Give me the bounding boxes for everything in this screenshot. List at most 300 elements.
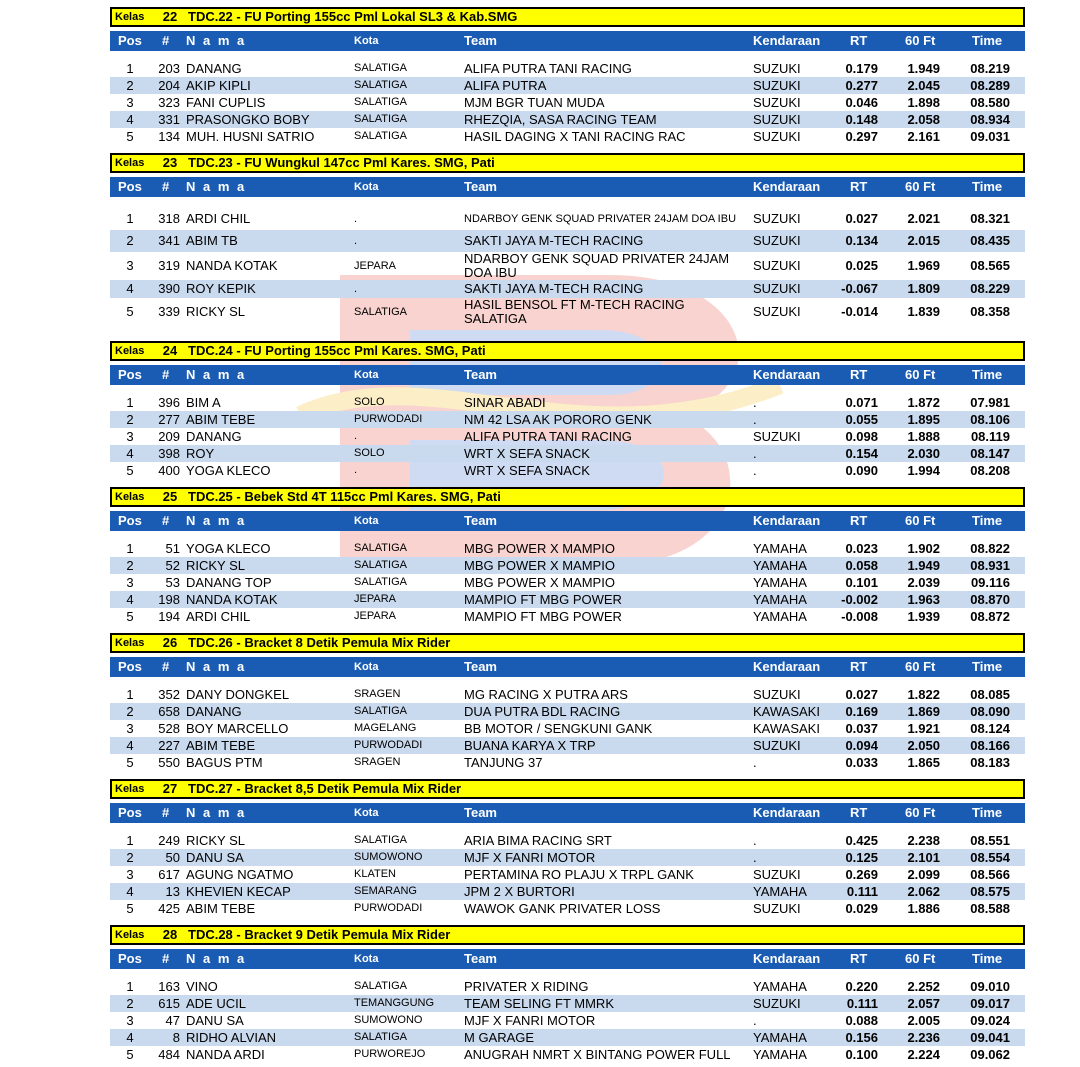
- cell-ft: 2.021: [907, 211, 940, 226]
- cell-rt: 0.071: [845, 395, 878, 410]
- cell-no: 13: [165, 884, 180, 899]
- cell-time: 08.183: [970, 755, 1010, 770]
- cell-time: 08.289: [970, 78, 1010, 93]
- kelas-label: Kelas: [115, 157, 145, 169]
- header-nama: N a m a: [186, 367, 247, 382]
- cell-time: 08.321: [970, 211, 1010, 226]
- cell-rt: 0.027: [845, 211, 878, 226]
- cell-team: BUANA KARYA X TRP: [464, 738, 596, 753]
- table-row: [110, 280, 1025, 298]
- class-number: 25: [162, 489, 178, 504]
- header-nama: N a m a: [186, 951, 247, 966]
- cell-kota: SALATIGA: [354, 834, 407, 846]
- cell-no: 47: [165, 1013, 180, 1028]
- cell-rt: 0.025: [845, 258, 878, 273]
- cell-team: MBG POWER X MAMPIO: [464, 558, 615, 573]
- header-nama: N a m a: [186, 805, 247, 820]
- cell-kota: SRAGEN: [354, 756, 401, 768]
- cell-rt: 0.046: [845, 95, 878, 110]
- header-nama: N a m a: [186, 659, 247, 674]
- cell-time: 08.435: [970, 233, 1010, 248]
- cell-rt: 0.098: [845, 429, 878, 444]
- cell-pos: 3: [126, 258, 134, 273]
- cell-ft: 1.969: [907, 258, 940, 273]
- cell-no: 249: [158, 833, 180, 848]
- cell-team: ALIFA PUTRA TANI RACING: [464, 61, 632, 76]
- header-rt: RT: [850, 951, 868, 966]
- cell-no: 50: [165, 850, 180, 865]
- cell-team: SAKTI JAYA M-TECH RACING: [464, 281, 644, 296]
- table-row: [110, 720, 1025, 737]
- cell-nama: ROY: [186, 446, 215, 461]
- header-pos: Pos: [118, 951, 142, 966]
- cell-ft: 1.902: [907, 541, 940, 556]
- cell-pos: 1: [126, 833, 134, 848]
- cell-nama: YOGA KLECO: [186, 463, 271, 478]
- cell-nama: VINO: [186, 979, 218, 994]
- cell-time: 08.872: [970, 609, 1010, 624]
- cell-ft: 2.005: [907, 1013, 940, 1028]
- cell-kota: SUMOWONO: [354, 1014, 423, 1026]
- header-time: Time: [972, 33, 1003, 48]
- cell-kend: .: [753, 755, 757, 770]
- class-name: TDC.27 - Bracket 8,5 Detik Pemula Mix Rider: [188, 781, 462, 796]
- header-ft: 60 Ft: [905, 179, 936, 194]
- cell-no: 194: [158, 609, 180, 624]
- cell-rt: 0.111: [846, 884, 878, 899]
- cell-ft: 1.888: [907, 429, 940, 444]
- cell-rt: -0.014: [841, 304, 878, 319]
- table-row: [110, 754, 1025, 771]
- cell-kend: SUZUKI: [753, 95, 801, 110]
- header-nama: N a m a: [186, 33, 247, 48]
- cell-ft: 2.161: [907, 129, 940, 144]
- cell-kend: KAWASAKI: [753, 721, 820, 736]
- header-kota: Kota: [354, 807, 379, 819]
- cell-nama: ABIM TEBE: [186, 412, 256, 427]
- cell-no: 198: [158, 592, 180, 607]
- cell-no: 209: [158, 429, 180, 444]
- cell-time: 08.554: [970, 850, 1010, 865]
- cell-time: 08.166: [970, 738, 1010, 753]
- class-name: TDC.24 - FU Porting 155cc Pml Kares. SMG, Pati: [188, 343, 486, 358]
- cell-kota: SALATIGA: [354, 705, 407, 717]
- cell-team: DUA PUTRA BDL RACING: [464, 704, 621, 719]
- cell-rt: 0.037: [845, 721, 878, 736]
- cell-no: 390: [158, 281, 180, 296]
- cell-kota: PURWODADI: [354, 739, 423, 751]
- cell-kota: .: [354, 235, 358, 247]
- cell-time: 09.031: [970, 129, 1010, 144]
- header-kota: Kota: [354, 35, 379, 47]
- cell-ft: 1.949: [907, 61, 940, 76]
- kelas-label: Kelas: [115, 345, 145, 357]
- class-name: TDC.22 - FU Porting 155cc Pml Lokal SL3 & Kab.SMG: [188, 9, 518, 24]
- cell-team: MG RACING X PUTRA ARS: [464, 687, 628, 702]
- class-number: 26: [162, 635, 178, 650]
- cell-pos: 2: [126, 78, 134, 93]
- cell-time: 09.010: [970, 979, 1010, 994]
- cell-kota: PURWOREJO: [354, 1048, 426, 1060]
- header-pos: Pos: [118, 33, 142, 48]
- cell-kota: JEPARA: [354, 260, 396, 272]
- cell-ft: 2.236: [907, 1030, 940, 1045]
- cell-time: 08.565: [970, 258, 1010, 273]
- cell-rt: 0.111: [846, 996, 878, 1011]
- cell-time: 08.566: [970, 867, 1010, 882]
- table-row: [110, 995, 1025, 1012]
- table-row: [110, 608, 1025, 625]
- class-number: 22: [162, 9, 178, 24]
- kelas-label: Kelas: [115, 637, 145, 649]
- cell-nama: DANU SA: [186, 850, 244, 865]
- cell-nama: YOGA KLECO: [186, 541, 271, 556]
- cell-time: 09.116: [970, 575, 1010, 590]
- cell-team: ALIFA PUTRA TANI RACING: [464, 429, 632, 444]
- cell-team: ARIA BIMA RACING SRT: [464, 833, 612, 848]
- cell-time: 08.931: [970, 558, 1010, 573]
- class-number: 23: [162, 155, 178, 170]
- cell-no: 323: [158, 95, 180, 110]
- header-no: #: [162, 33, 170, 48]
- cell-team: MBG POWER X MAMPIO: [464, 575, 615, 590]
- cell-kend: SUZUKI: [753, 996, 801, 1011]
- cell-ft: 2.101: [907, 850, 940, 865]
- cell-pos: 2: [126, 558, 134, 573]
- class-name: TDC.23 - FU Wungkul 147cc Pml Kares. SMG, Pati: [188, 155, 495, 170]
- cell-nama: RICKY SL: [186, 304, 246, 319]
- cell-no: 484: [158, 1047, 180, 1062]
- cell-kota: MAGELANG: [354, 722, 417, 734]
- table-row: [110, 462, 1025, 479]
- table-row: [110, 208, 1025, 230]
- header-kend: Kendaraan: [753, 951, 821, 966]
- cell-kota: SALATIGA: [354, 576, 407, 588]
- cell-team: SINAR ABADI: [464, 395, 546, 410]
- cell-time: 08.085: [970, 687, 1010, 702]
- cell-team: MJM BGR TUAN MUDA: [464, 95, 605, 110]
- cell-ft: 1.921: [907, 721, 940, 736]
- cell-kota: PURWODADI: [354, 413, 423, 425]
- header-ft: 60 Ft: [905, 367, 936, 382]
- header-no: #: [162, 659, 170, 674]
- cell-time: 08.934: [970, 112, 1010, 127]
- table-row: [110, 128, 1025, 145]
- cell-kend: YAMAHA: [753, 541, 807, 556]
- header-team: Team: [464, 513, 497, 528]
- cell-no: 8: [172, 1030, 180, 1045]
- header-pos: Pos: [118, 179, 142, 194]
- cell-kota: SALATIGA: [354, 1031, 407, 1043]
- cell-no: 528: [158, 721, 180, 736]
- header-no: #: [162, 513, 170, 528]
- cell-kota: SALATIGA: [354, 113, 407, 125]
- cell-no: 341: [158, 233, 180, 248]
- table-row: [110, 849, 1025, 866]
- header-no: #: [162, 367, 170, 382]
- cell-team: NDARBOY GENK SQUAD PRIVATER 24JAM DOA IBU: [464, 251, 730, 280]
- header-kota: Kota: [354, 369, 379, 381]
- table-row: [110, 832, 1025, 849]
- cell-pos: 3: [126, 429, 134, 444]
- cell-rt: 0.033: [845, 755, 878, 770]
- header-kend: Kendaraan: [753, 513, 821, 528]
- cell-nama: NANDA KOTAK: [186, 592, 278, 607]
- cell-team: MJF X FANRI MOTOR: [464, 1013, 596, 1028]
- cell-rt: 0.055: [845, 412, 878, 427]
- cell-nama: DANANG TOP: [186, 575, 272, 590]
- cell-ft: 2.062: [907, 884, 940, 899]
- cell-pos: 1: [126, 395, 134, 410]
- cell-kend: SUZUKI: [753, 258, 801, 273]
- cell-kend: YAMAHA: [753, 592, 807, 607]
- cell-kend: SUZUKI: [753, 61, 801, 76]
- cell-rt: 0.125: [845, 850, 878, 865]
- cell-kota: SRAGEN: [354, 688, 401, 700]
- cell-kend: SUZUKI: [753, 687, 801, 702]
- cell-nama: ADE UCIL: [186, 996, 246, 1011]
- table-row: [110, 77, 1025, 94]
- cell-ft: 1.839: [907, 304, 940, 319]
- cell-nama: BOY MARCELLO: [186, 721, 289, 736]
- cell-pos: 3: [126, 1013, 134, 1028]
- cell-nama: RICKY SL: [186, 833, 246, 848]
- table-row: [110, 298, 1025, 326]
- cell-nama: ABIM TEBE: [186, 738, 256, 753]
- table-header: [110, 949, 1025, 969]
- cell-no: 52: [165, 558, 180, 573]
- table-header: [110, 31, 1025, 51]
- header-team: Team: [464, 179, 497, 194]
- table-row: [110, 883, 1025, 900]
- table-row: [110, 1046, 1025, 1063]
- cell-rt: 0.058: [845, 558, 878, 573]
- cell-pos: 2: [126, 412, 134, 427]
- cell-time: 08.870: [970, 592, 1010, 607]
- table-row: [110, 1012, 1025, 1029]
- cell-time: 09.041: [970, 1030, 1010, 1045]
- cell-team: BB MOTOR / SENGKUNI GANK: [464, 721, 653, 736]
- header-rt: RT: [850, 805, 868, 820]
- cell-no: 204: [158, 78, 180, 93]
- cell-no: 617: [158, 867, 180, 882]
- cell-pos: 4: [126, 112, 134, 127]
- header-no: #: [162, 805, 170, 820]
- cell-nama: NANDA KOTAK: [186, 258, 278, 273]
- cell-team: TEAM SELING FT MMRK: [464, 996, 614, 1011]
- cell-rt: 0.029: [845, 901, 878, 916]
- header-time: Time: [972, 805, 1003, 820]
- cell-pos: 4: [126, 592, 134, 607]
- table-header: [110, 177, 1025, 197]
- cell-kend: SUZUKI: [753, 901, 801, 916]
- cell-rt: 0.023: [845, 541, 878, 556]
- class-name: TDC.25 - Bebek Std 4T 115cc Pml Kares. SMG, Pati: [188, 489, 501, 504]
- table-header: [110, 657, 1025, 677]
- class-title-bar: [110, 487, 1025, 507]
- cell-kend: SUZUKI: [753, 738, 801, 753]
- cell-kend: SUZUKI: [753, 429, 801, 444]
- cell-pos: 3: [126, 721, 134, 736]
- cell-pos: 4: [126, 1030, 134, 1045]
- cell-kend: SUZUKI: [753, 112, 801, 127]
- cell-pos: 1: [126, 687, 134, 702]
- cell-team: NM 42 LSA AK PORORO GENK: [464, 412, 652, 427]
- cell-pos: 2: [126, 233, 134, 248]
- cell-ft: 2.099: [907, 867, 940, 882]
- cell-time: 09.017: [970, 996, 1010, 1011]
- header-pos: Pos: [118, 513, 142, 528]
- table-row: [110, 866, 1025, 883]
- cell-kota: SALATIGA: [354, 542, 407, 554]
- header-ft: 60 Ft: [905, 513, 936, 528]
- cell-rt: 0.297: [845, 129, 878, 144]
- header-team: Team: [464, 659, 497, 674]
- cell-team: JPM 2 X BURTORI: [464, 884, 575, 899]
- header-time: Time: [972, 659, 1003, 674]
- cell-kota: SEMARANG: [354, 885, 417, 897]
- table-row: [110, 445, 1025, 462]
- table-row: [110, 411, 1025, 428]
- header-ft: 60 Ft: [905, 951, 936, 966]
- cell-team: ALIFA PUTRA: [464, 78, 547, 93]
- cell-nama: KHEVIEN KECAP: [186, 884, 291, 899]
- cell-kend: YAMAHA: [753, 884, 807, 899]
- cell-no: 51: [165, 541, 180, 556]
- cell-no: 318: [158, 211, 180, 226]
- cell-kota: KLATEN: [354, 868, 396, 880]
- class-number: 24: [162, 343, 178, 358]
- cell-ft: 1.869: [907, 704, 940, 719]
- table-row: [110, 94, 1025, 111]
- table-row: [110, 737, 1025, 754]
- cell-nama: FANI CUPLIS: [186, 95, 266, 110]
- cell-nama: ARDI CHIL: [186, 211, 251, 226]
- cell-time: 09.024: [970, 1013, 1010, 1028]
- header-team: Team: [464, 805, 497, 820]
- cell-nama: BIM A: [186, 395, 221, 410]
- cell-pos: 5: [126, 1047, 134, 1062]
- cell-ft: 1.963: [907, 592, 940, 607]
- cell-ft: 1.949: [907, 558, 940, 573]
- table-row: [110, 978, 1025, 995]
- cell-pos: 2: [126, 996, 134, 1011]
- cell-kend: .: [753, 395, 757, 410]
- cell-nama: PRASONGKO BOBY: [186, 112, 310, 127]
- header-rt: RT: [850, 33, 868, 48]
- cell-rt: 0.169: [845, 704, 878, 719]
- table-row: [110, 111, 1025, 128]
- cell-kend: .: [753, 446, 757, 461]
- cell-rt: -0.002: [841, 592, 878, 607]
- cell-rt: 0.134: [845, 233, 878, 248]
- cell-time: 09.062: [970, 1047, 1010, 1062]
- class-number: 27: [162, 781, 178, 796]
- table-row: [110, 230, 1025, 252]
- cell-time: 08.822: [970, 541, 1010, 556]
- cell-kota: SALATIGA: [354, 559, 407, 571]
- cell-ft: 1.872: [907, 395, 940, 410]
- header-nama: N a m a: [186, 513, 247, 528]
- cell-nama: RICKY SL: [186, 558, 246, 573]
- table-row: [110, 900, 1025, 917]
- cell-kend: .: [753, 833, 757, 848]
- cell-nama: NANDA ARDI: [186, 1047, 265, 1062]
- cell-team: SAKTI JAYA M-TECH RACING: [464, 233, 644, 248]
- cell-team: NDARBOY GENK SQUAD PRIVATER 24JAM DOA IBU: [464, 213, 737, 225]
- header-kota: Kota: [354, 953, 379, 965]
- class-title-bar: [110, 7, 1025, 27]
- cell-ft: 1.898: [907, 95, 940, 110]
- cell-nama: AGUNG NGATMO: [186, 867, 294, 882]
- cell-kota: SALATIGA: [354, 980, 407, 992]
- cell-ft: 1.994: [907, 463, 940, 478]
- header-kend: Kendaraan: [753, 33, 821, 48]
- cell-kend: SUZUKI: [753, 867, 801, 882]
- class-title-bar: [110, 925, 1025, 945]
- cell-rt: 0.154: [845, 446, 878, 461]
- cell-no: 615: [158, 996, 180, 1011]
- cell-pos: 1: [126, 61, 134, 76]
- cell-no: 550: [158, 755, 180, 770]
- cell-ft: 2.224: [907, 1047, 940, 1062]
- cell-no: 227: [158, 738, 180, 753]
- header-rt: RT: [850, 367, 868, 382]
- cell-no: 396: [158, 395, 180, 410]
- cell-pos: 5: [126, 755, 134, 770]
- cell-rt: 0.088: [845, 1013, 878, 1028]
- cell-pos: 2: [126, 850, 134, 865]
- cell-rt: 0.027: [845, 687, 878, 702]
- header-pos: Pos: [118, 367, 142, 382]
- cell-nama: RIDHO ALVIAN: [186, 1030, 277, 1045]
- cell-pos: 4: [126, 281, 134, 296]
- cell-kota: SALATIGA: [354, 130, 407, 142]
- table-row: [110, 60, 1025, 77]
- cell-nama: BAGUS PTM: [186, 755, 263, 770]
- cell-team: MAMPIO FT MBG POWER: [464, 609, 622, 624]
- header-no: #: [162, 951, 170, 966]
- cell-nama: DANANG: [186, 429, 242, 444]
- header-pos: Pos: [118, 659, 142, 674]
- cell-kend: SUZUKI: [753, 281, 801, 296]
- cell-time: 08.588: [970, 901, 1010, 916]
- cell-kend: YAMAHA: [753, 558, 807, 573]
- cell-pos: 1: [126, 979, 134, 994]
- cell-kend: .: [753, 463, 757, 478]
- cell-nama: AKIP KIPLI: [186, 78, 251, 93]
- cell-ft: 2.015: [907, 233, 940, 248]
- cell-time: 08.229: [970, 281, 1010, 296]
- cell-ft: 2.058: [907, 112, 940, 127]
- cell-nama: ABIM TEBE: [186, 901, 256, 916]
- class-name: TDC.28 - Bracket 9 Detik Pemula Mix Rider: [188, 927, 451, 942]
- cell-nama: ARDI CHIL: [186, 609, 251, 624]
- cell-team: ANUGRAH NMRT X BINTANG POWER FULL: [464, 1047, 731, 1062]
- cell-pos: 1: [126, 211, 134, 226]
- table-row: [110, 703, 1025, 720]
- cell-nama: ABIM TB: [186, 233, 238, 248]
- header-rt: RT: [850, 659, 868, 674]
- cell-pos: 5: [126, 463, 134, 478]
- header-ft: 60 Ft: [905, 659, 936, 674]
- cell-ft: 2.238: [907, 833, 940, 848]
- cell-kota: SALATIGA: [354, 79, 407, 91]
- kelas-label: Kelas: [115, 929, 145, 941]
- cell-ft: 2.057: [907, 996, 940, 1011]
- cell-time: 08.551: [970, 833, 1010, 848]
- cell-team: TANJUNG 37: [464, 755, 543, 770]
